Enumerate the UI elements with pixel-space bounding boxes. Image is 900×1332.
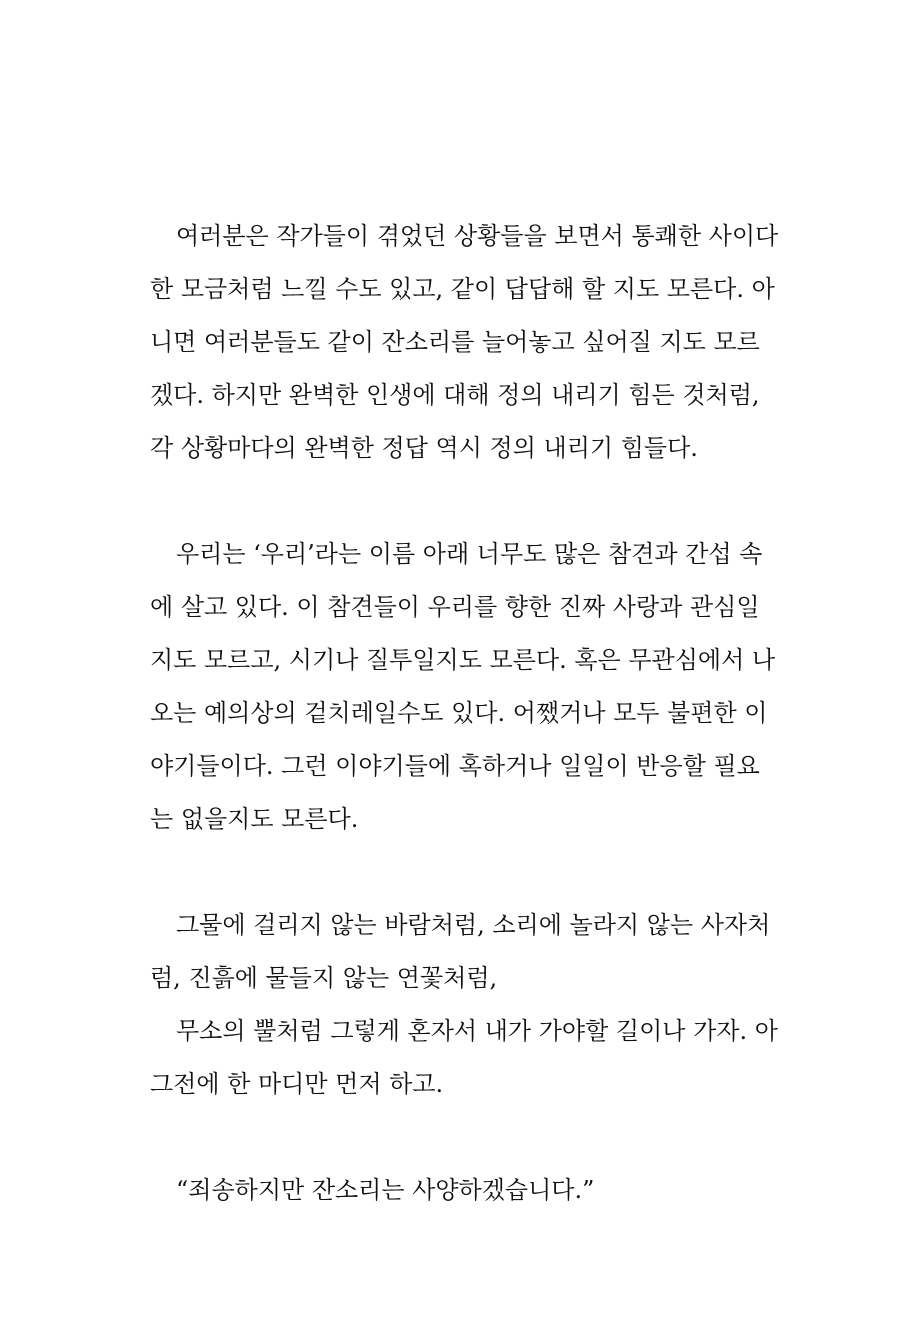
paragraph-2 — [150, 528, 776, 846]
text-line: 에 살고 있다. 이 참견들이 우리를 향한 진짜 사랑과 관심일 — [150, 593, 760, 621]
paragraph-spacer — [150, 846, 760, 899]
text-line: 무소의 뿔처럼 그렇게 혼자서 내가 가야할 길이나 가자. 아 — [176, 1017, 778, 1045]
text-line: 여러분은 작가들이 겪었던 상황들을 보면서 통쾌한 사이다 — [176, 222, 779, 250]
body-text — [150, 210, 779, 1217]
paragraph-spacer — [150, 475, 760, 528]
quote-line: “죄송하지만 잔소리는 사양하겠습니다.” — [176, 1176, 595, 1204]
text-line: 지도 모르고, 시기나 질투일지도 모른다. 혹은 무관심에서 나 — [150, 646, 776, 674]
text-line: 럼, 진흙에 물들지 않는 연꽃처럼, — [150, 964, 498, 992]
text-line: 오는 예의상의 겉치레일수도 있다. 어쨌거나 모두 불편한 이 — [150, 699, 768, 727]
text-line: 는 없을지도 모른다. — [150, 805, 359, 833]
paragraph-spacer — [150, 1111, 760, 1164]
paragraph-4-quote — [150, 1164, 760, 1217]
text-line: 야기들이다. 그런 이야기들에 혹하거나 일일이 반응할 필요 — [150, 752, 760, 780]
text-line: 한 모금처럼 느낄 수도 있고, 같이 답답해 할 지도 모른다. 아 — [150, 275, 775, 303]
text-line: 각 상황마다의 완벽한 정답 역시 정의 내리기 힘들다. — [150, 434, 698, 462]
text-line: 니면 여러분들도 같이 잔소리를 늘어놓고 싶어질 지도 모르 — [150, 328, 760, 356]
text-line: 우리는 ‘우리’라는 이름 아래 너무도 많은 참견과 간섭 속 — [176, 540, 763, 568]
text-line: 겠다. 하지만 완벽한 인생에 대해 정의 내리기 힘든 것처럼, — [150, 381, 760, 409]
paragraph-3 — [150, 899, 778, 1111]
paragraph-1 — [150, 210, 779, 475]
text-line: 그전에 한 마디만 먼저 하고. — [150, 1070, 444, 1098]
text-line: 그물에 걸리지 않는 바람처럼, 소리에 놀라지 않는 사자처 — [176, 911, 771, 939]
